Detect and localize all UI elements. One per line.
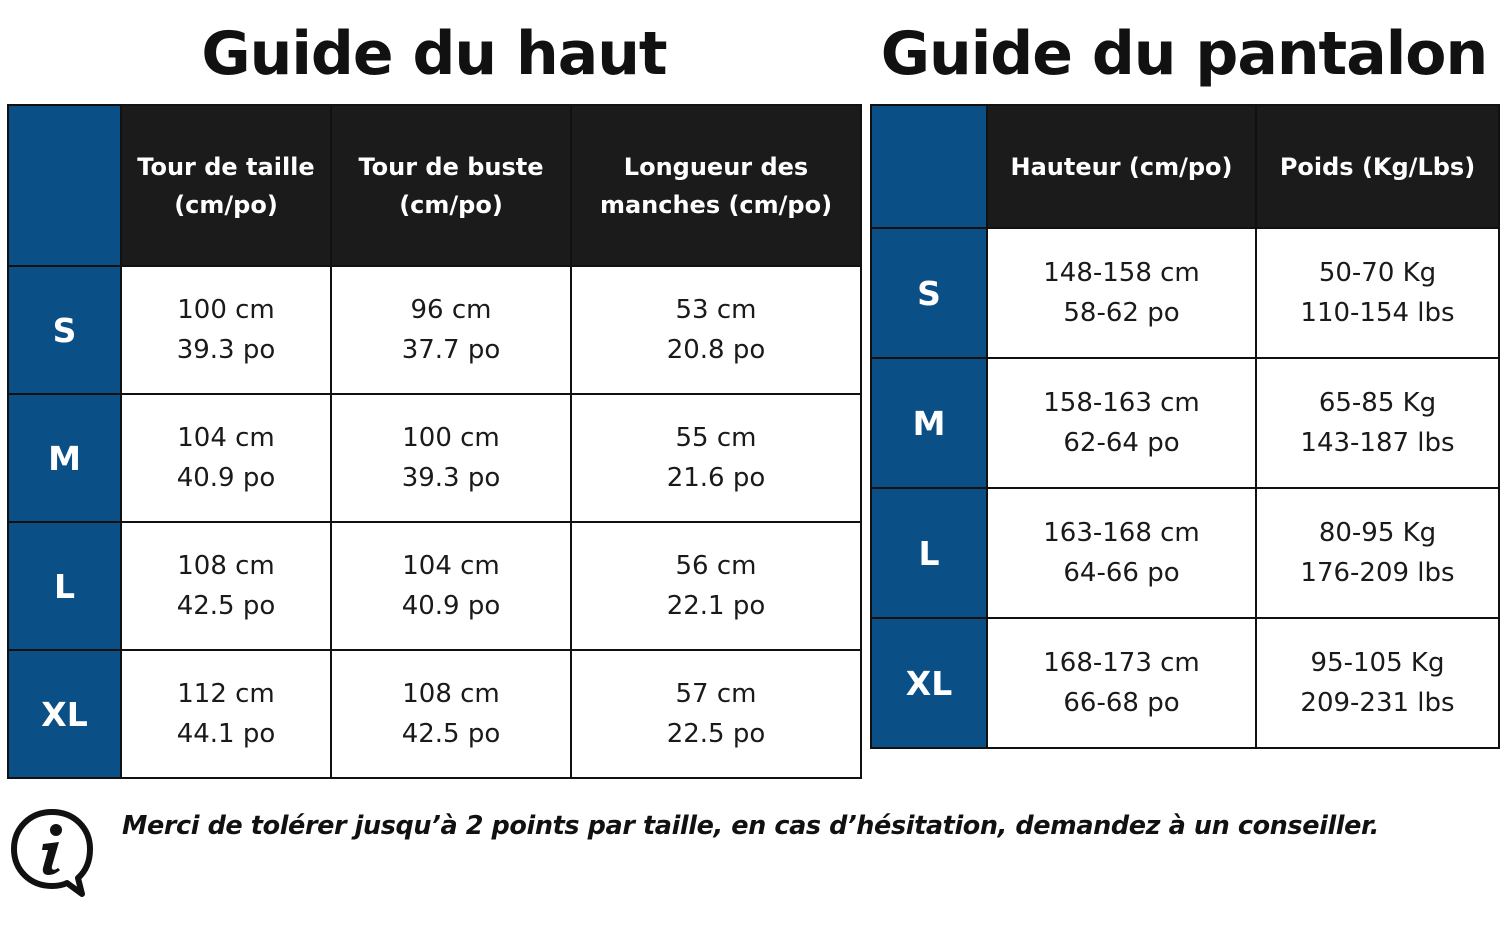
poids-cell: 80-95 Kg 176-209 lbs xyxy=(1256,488,1499,618)
size-label: XL xyxy=(871,618,987,748)
tour-buste-cell: 108 cm 42.5 po xyxy=(331,650,571,778)
size-label: M xyxy=(8,394,121,522)
table-row xyxy=(871,228,1499,358)
table-header-row xyxy=(8,105,861,266)
tour-buste-cell: 100 cm 39.3 po xyxy=(331,394,571,522)
hauteur-cell: 158-163 cm 62-64 po xyxy=(987,358,1256,488)
tour-taille-cell: 100 cm 39.3 po xyxy=(121,266,331,394)
poids-cell: 50-70 Kg 110-154 lbs xyxy=(1256,228,1499,358)
pants-size-table xyxy=(870,104,1500,749)
table-row xyxy=(8,394,861,522)
poids-cell: 65-85 Kg 143-187 lbs xyxy=(1256,358,1499,488)
table-row xyxy=(8,650,861,778)
tour-taille-cell: 108 cm 42.5 po xyxy=(121,522,331,650)
size-label: S xyxy=(871,228,987,358)
pants-guide-title: Guide du pantalon xyxy=(880,19,1488,89)
top-size-table xyxy=(7,104,862,779)
table-row xyxy=(8,522,861,650)
top-guide-title: Guide du haut xyxy=(201,19,667,89)
size-label: S xyxy=(8,266,121,394)
longueur-manches-cell: 56 cm 22.1 po xyxy=(571,522,861,650)
header-tour-de-buste: Tour de buste (cm/po) xyxy=(331,105,571,266)
table-row xyxy=(8,266,861,394)
table-row xyxy=(871,618,1499,748)
longueur-manches-cell: 55 cm 21.6 po xyxy=(571,394,861,522)
table-row xyxy=(871,488,1499,618)
tolerance-note: Merci de tolérer jusqu’à 2 points par taille, en cas d’hésitation, demandez à un conseiller. xyxy=(122,811,1379,841)
tour-taille-cell: 112 cm 44.1 po xyxy=(121,650,331,778)
poids-cell: 95-105 Kg 209-231 lbs xyxy=(1256,618,1499,748)
size-label: L xyxy=(8,522,121,650)
corner-cell xyxy=(8,105,121,266)
size-label: M xyxy=(871,358,987,488)
header-poids: Poids (Kg/Lbs) xyxy=(1256,105,1499,228)
size-label: L xyxy=(871,488,987,618)
corner-cell xyxy=(871,105,987,228)
table-header-row xyxy=(871,105,1499,228)
tour-buste-cell: 104 cm 40.9 po xyxy=(331,522,571,650)
hauteur-cell: 148-158 cm 58-62 po xyxy=(987,228,1256,358)
hauteur-cell: 163-168 cm 64-66 po xyxy=(987,488,1256,618)
longueur-manches-cell: 53 cm 20.8 po xyxy=(571,266,861,394)
info-bubble-icon xyxy=(10,808,94,898)
table-row xyxy=(871,358,1499,488)
longueur-manches-cell: 57 cm 22.5 po xyxy=(571,650,861,778)
header-hauteur: Hauteur (cm/po) xyxy=(987,105,1256,228)
header-longueur-manches: Longueur des manches (cm/po) xyxy=(571,105,861,266)
size-label: XL xyxy=(8,650,121,778)
hauteur-cell: 168-173 cm 66-68 po xyxy=(987,618,1256,748)
tour-taille-cell: 104 cm 40.9 po xyxy=(121,394,331,522)
tour-buste-cell: 96 cm 37.7 po xyxy=(331,266,571,394)
header-tour-de-taille: Tour de taille (cm/po) xyxy=(121,105,331,266)
